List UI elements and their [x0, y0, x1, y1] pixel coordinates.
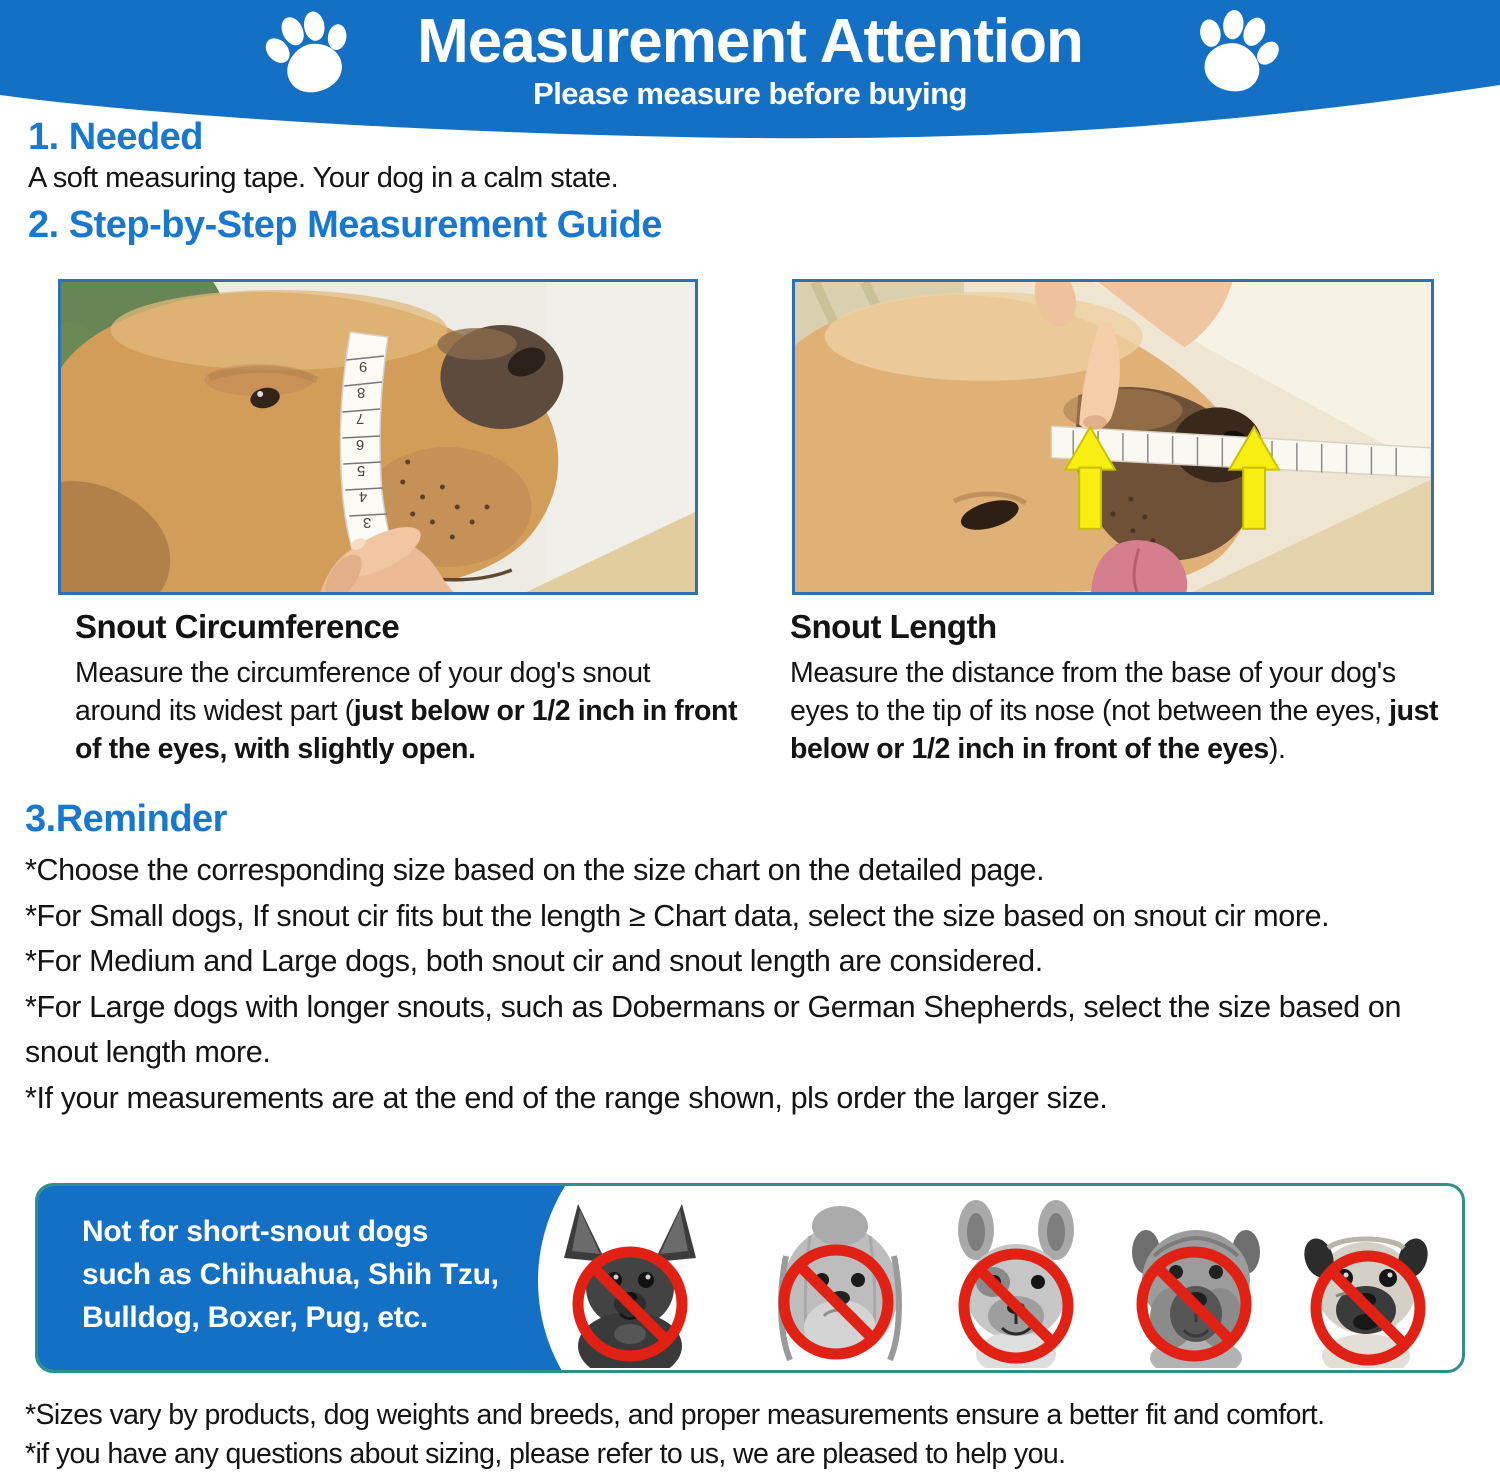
- footnote: *if you have any questions about sizing, please refer to us, we are pleased to help you.: [25, 1438, 1066, 1470]
- reminder-item: *Choose the corresponding size based on the size chart on the detailed page.: [25, 853, 1045, 887]
- section-guide-heading: 2. Step-by-Step Measurement Guide: [28, 204, 662, 246]
- page-subtitle: Please measure before buying: [533, 76, 967, 111]
- no-chihuahua-icon: [550, 1196, 710, 1368]
- prohibition-icon: [760, 1196, 920, 1368]
- reminder-list: [25, 848, 1470, 1121]
- caption-text: Measure the circumference of your dog's snout around its widest part (just below or 1/2 inch in front of the eyes, with slightly open.: [75, 657, 738, 765]
- not-for-text: Not for short-snout dogs such as Chihuahua, Shih Tzu, Bulldog, Boxer, Pug, etc.: [82, 1215, 499, 1334]
- no-mastiff-icon: [1116, 1196, 1276, 1368]
- caption-text: Measure the distance from the base of your dog's eyes to the tip of its nose (not between the eyes, just below or 1/2 inch in front of the eyes).: [790, 657, 1439, 765]
- no-french-bulldog-icon: [936, 1196, 1096, 1368]
- caption-snout-circumference: [75, 608, 743, 768]
- svg-text:4: 4: [359, 487, 368, 506]
- svg-text:7: 7: [356, 409, 365, 428]
- dog-snout-circumference-photo: [58, 279, 698, 595]
- reminder-item: *For Medium and Large dogs, both snout cir and snout length are considered.: [25, 944, 1043, 978]
- page-title: Measurement Attention: [417, 7, 1083, 76]
- footnote: *Sizes vary by products, dog weights and breeds, and proper measurements ensure a better fit and comfort.: [25, 1399, 1325, 1431]
- section-reminder-heading: 3.Reminder: [25, 798, 227, 840]
- section-needed-body: A soft measuring tape. Your dog in a calm state.: [28, 162, 619, 194]
- reminder-item: *For Small dogs, If snout cir fits but the length ≥ Chart data, select the size based on snout cir more.: [25, 898, 1330, 933]
- svg-text:5: 5: [357, 461, 366, 480]
- svg-text:6: 6: [356, 435, 365, 454]
- svg-text:8: 8: [357, 383, 366, 402]
- caption-title: Snout Length: [790, 608, 997, 645]
- prohibition-icon: [936, 1196, 1096, 1368]
- caption-title: Snout Circumference: [75, 608, 400, 645]
- not-for-short-snout-box: [35, 1183, 1465, 1373]
- reminder-item: *If your measurements are at the end of the range shown, pls order the larger size.: [25, 1080, 1108, 1115]
- prohibition-icon: [550, 1196, 710, 1368]
- svg-text:3: 3: [362, 513, 372, 532]
- no-shih-tzu-icon: [760, 1196, 920, 1368]
- dog-illustration: [61, 290, 563, 592]
- caption-snout-length: [790, 608, 1458, 768]
- dog-snout-length-photo: [792, 279, 1434, 595]
- section-needed-heading: 1. Needed: [28, 116, 204, 158]
- prohibition-icon: [1116, 1196, 1276, 1368]
- no-pug-icon: [1286, 1196, 1446, 1368]
- prohibition-icon: [1286, 1196, 1446, 1368]
- svg-text:9: 9: [359, 357, 368, 376]
- footnotes: [25, 1396, 1324, 1474]
- reminder-item: *For Large dogs with longer snouts, such as Dobermans or German Shepherds, select the size based on snout length more.: [25, 989, 1402, 1069]
